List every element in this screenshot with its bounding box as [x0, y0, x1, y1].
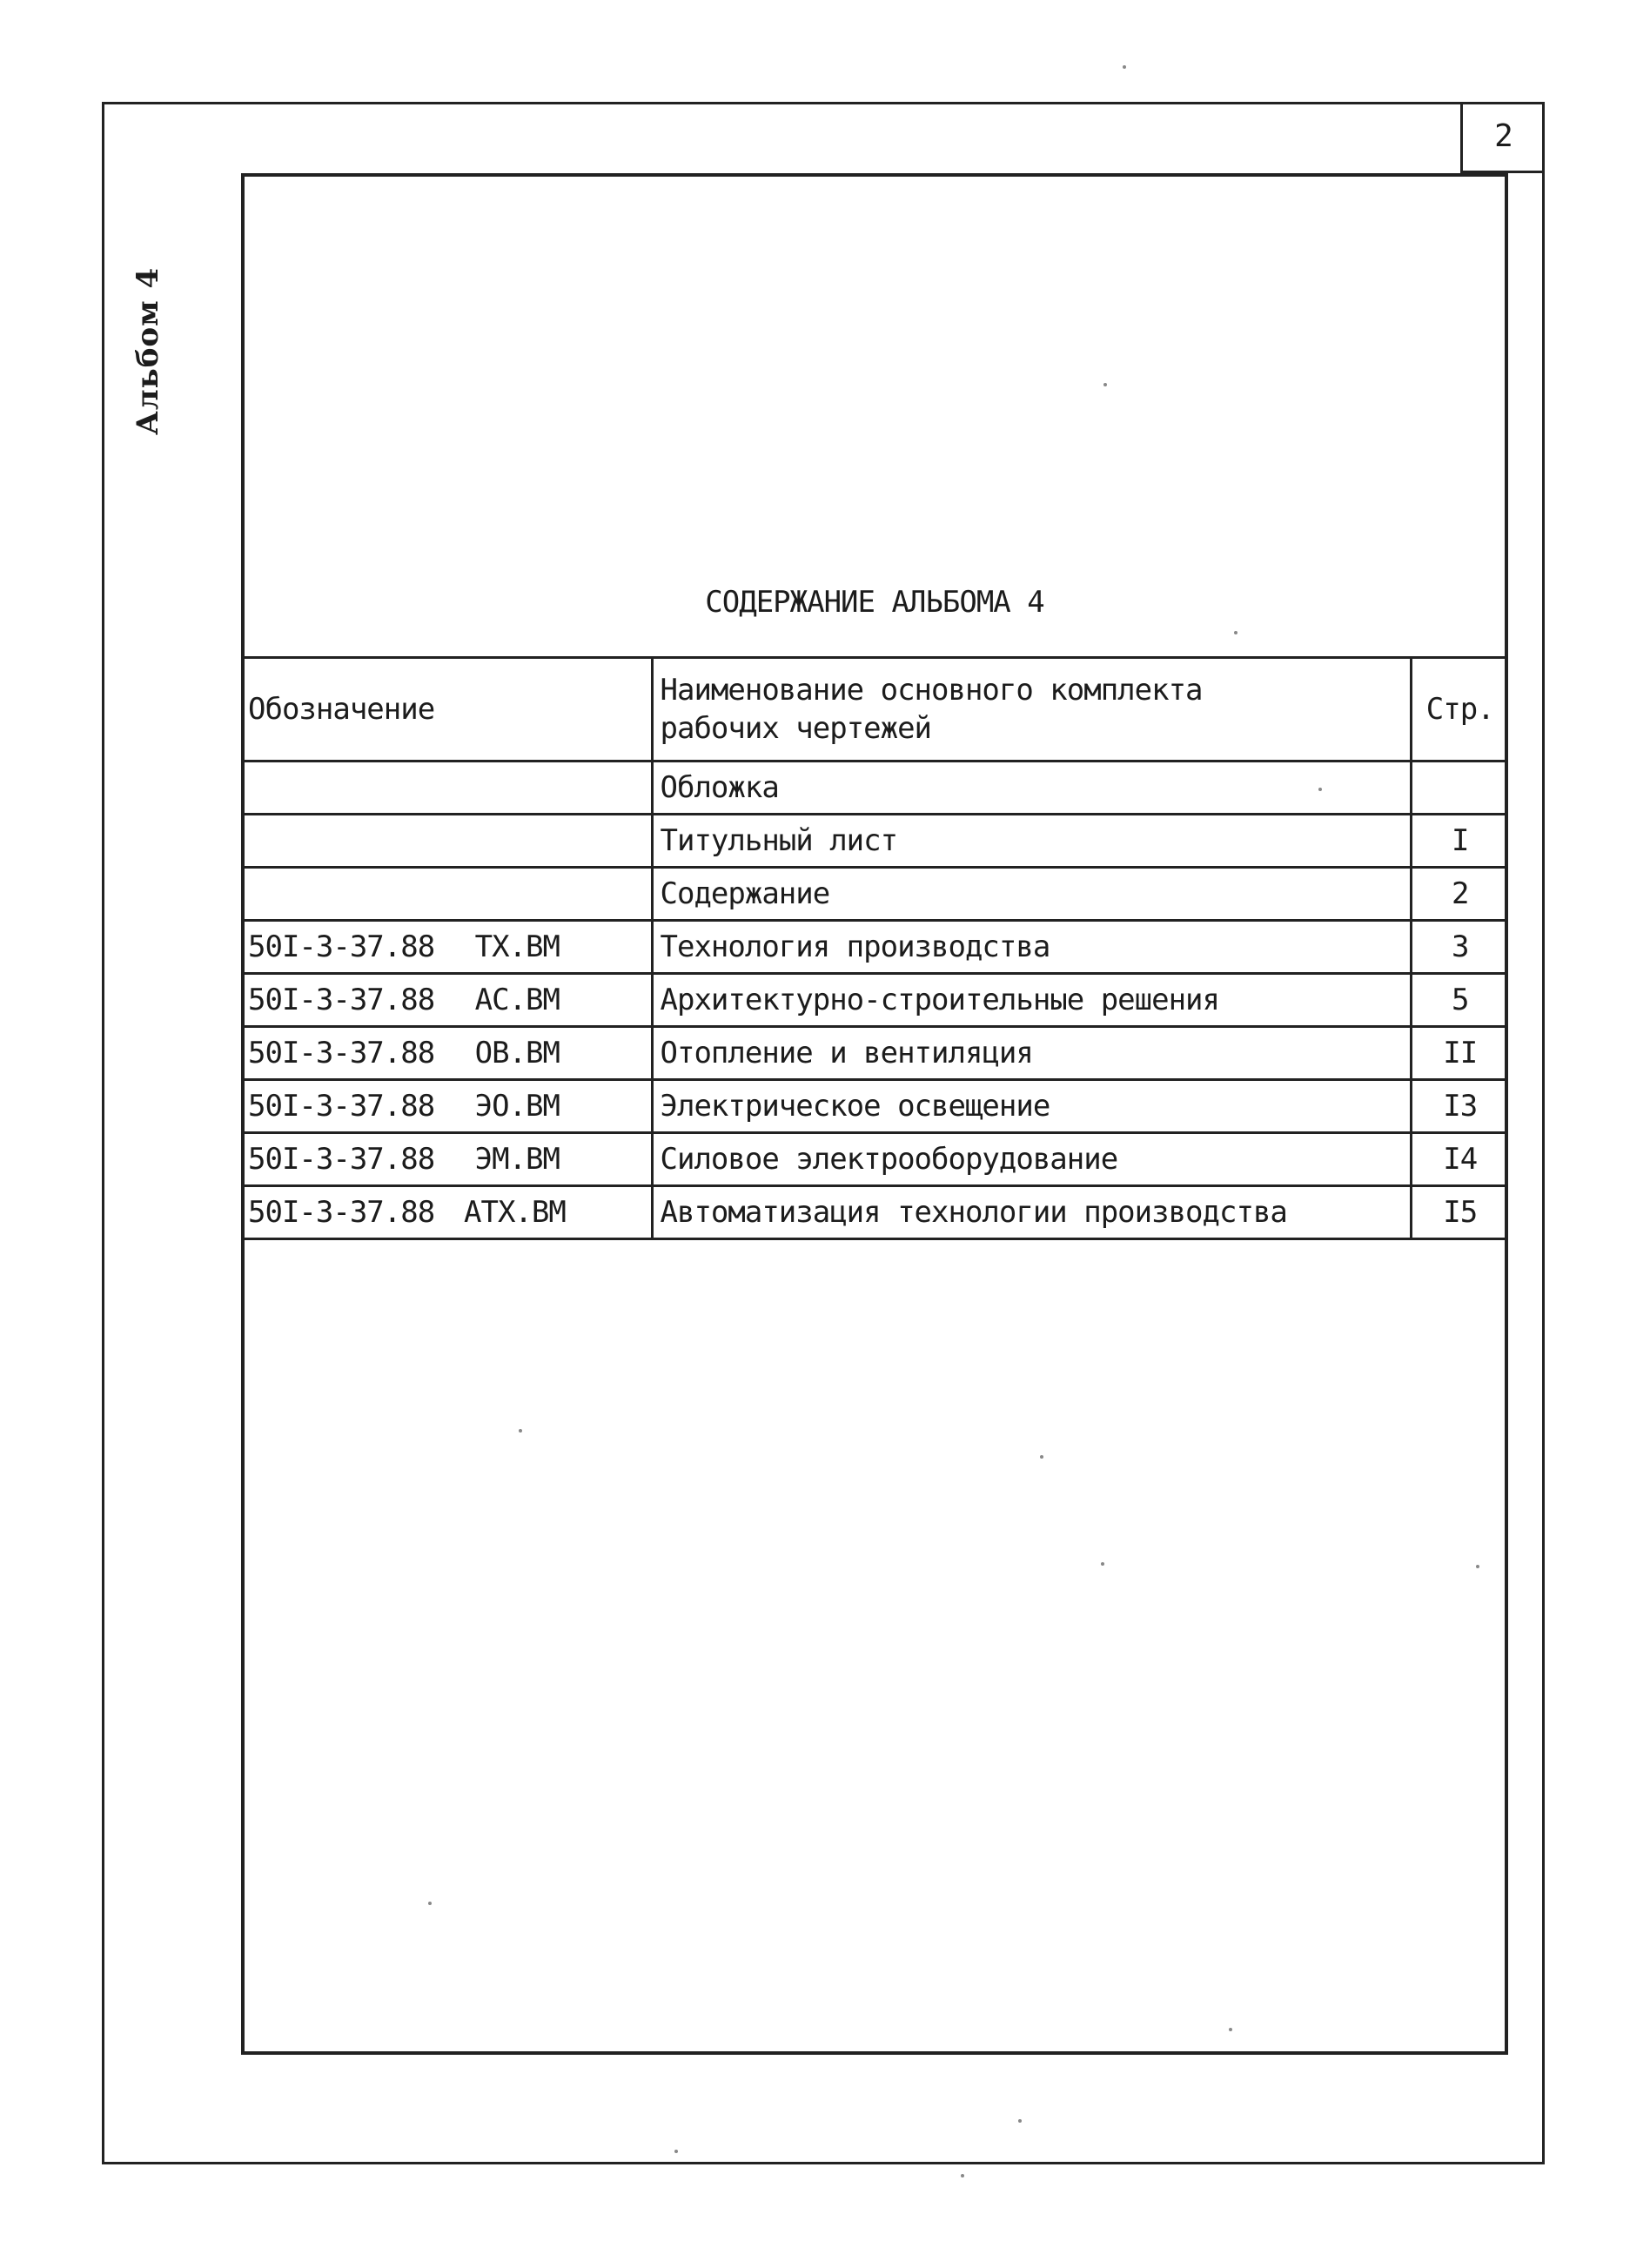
row-page: I4 [1411, 1133, 1508, 1186]
contents-table [241, 656, 1508, 1240]
scan-speck [1318, 788, 1322, 791]
code-suffix: ЭО.ВМ [474, 1089, 560, 1124]
table-row [241, 1080, 1508, 1133]
code-number: 50I-3-37.88 [248, 1195, 435, 1230]
row-page: I3 [1411, 1080, 1508, 1133]
row-code [241, 762, 652, 815]
scan-speck [1103, 383, 1107, 386]
header-page: Стр. [1411, 658, 1508, 762]
scan-speck [1040, 1455, 1043, 1459]
row-name: Автоматизация технологии производства [652, 1186, 1411, 1239]
row-page: I5 [1411, 1186, 1508, 1239]
scan-speck [1101, 1562, 1104, 1566]
row-page: II [1411, 1027, 1508, 1080]
row-code [241, 1080, 652, 1133]
scan-speck [1229, 2028, 1232, 2031]
row-code [241, 868, 652, 921]
code-suffix: АС.ВМ [474, 983, 560, 1017]
scan-speck [1018, 2119, 1022, 2123]
row-page [1411, 762, 1508, 815]
table-row [241, 921, 1508, 974]
row-code [241, 815, 652, 868]
table-row [241, 815, 1508, 868]
code-number: 50I-3-37.88 [248, 1036, 435, 1070]
row-page: 3 [1411, 921, 1508, 974]
code-number: 50I-3-37.88 [248, 1089, 435, 1124]
row-name: Отопление и вентиляция [652, 1027, 1411, 1080]
scan-speck [519, 1429, 522, 1433]
header-code: Обозначение [241, 658, 652, 762]
album-label: Альбом 4 [131, 266, 165, 435]
row-name: Технология производства [652, 921, 1411, 974]
row-code [241, 1133, 652, 1186]
row-name: Силовое электрооборудование [652, 1133, 1411, 1186]
page-title: СОДЕРЖАНИЕ АЛЬБОМА 4 [705, 585, 1044, 620]
row-name: Содержание [652, 868, 1411, 921]
scan-speck [674, 2150, 678, 2153]
scan-speck [961, 2174, 964, 2177]
table-row [241, 974, 1508, 1027]
code-number: 50I-3-37.88 [248, 983, 435, 1017]
table-row [241, 1186, 1508, 1239]
row-code [241, 1186, 652, 1239]
code-suffix: ОВ.ВМ [474, 1036, 560, 1070]
code-number: 50I-3-37.88 [248, 929, 435, 964]
table-row [241, 1133, 1508, 1186]
row-page: I [1411, 815, 1508, 868]
code-number: 50I-3-37.88 [248, 1142, 435, 1177]
header-name-line1: Наименование основного комплекта [660, 673, 1203, 708]
row-code [241, 1027, 652, 1080]
row-name: Электрическое освещение [652, 1080, 1411, 1133]
header-name-line2: рабочих чертежей [660, 711, 932, 746]
row-name: Архитектурно-строительные решения [652, 974, 1411, 1027]
row-name: Титульный лист [652, 815, 1411, 868]
table-row [241, 1027, 1508, 1080]
row-page: 2 [1411, 868, 1508, 921]
code-suffix: ЭМ.ВМ [474, 1142, 560, 1177]
row-name: Обложка [652, 762, 1411, 815]
scan-speck [1123, 65, 1126, 69]
row-code [241, 974, 652, 1027]
page-number: 2 [1460, 102, 1545, 173]
code-suffix: ТХ.ВМ [474, 929, 560, 964]
header-name [652, 658, 1411, 762]
scan-speck [1234, 631, 1238, 634]
row-code [241, 921, 652, 974]
table-header-row [241, 658, 1508, 762]
table-row [241, 868, 1508, 921]
row-page: 5 [1411, 974, 1508, 1027]
code-suffix: АТХ.ВМ [464, 1195, 566, 1230]
scan-speck [428, 1902, 432, 1905]
scan-speck [1476, 1565, 1479, 1568]
